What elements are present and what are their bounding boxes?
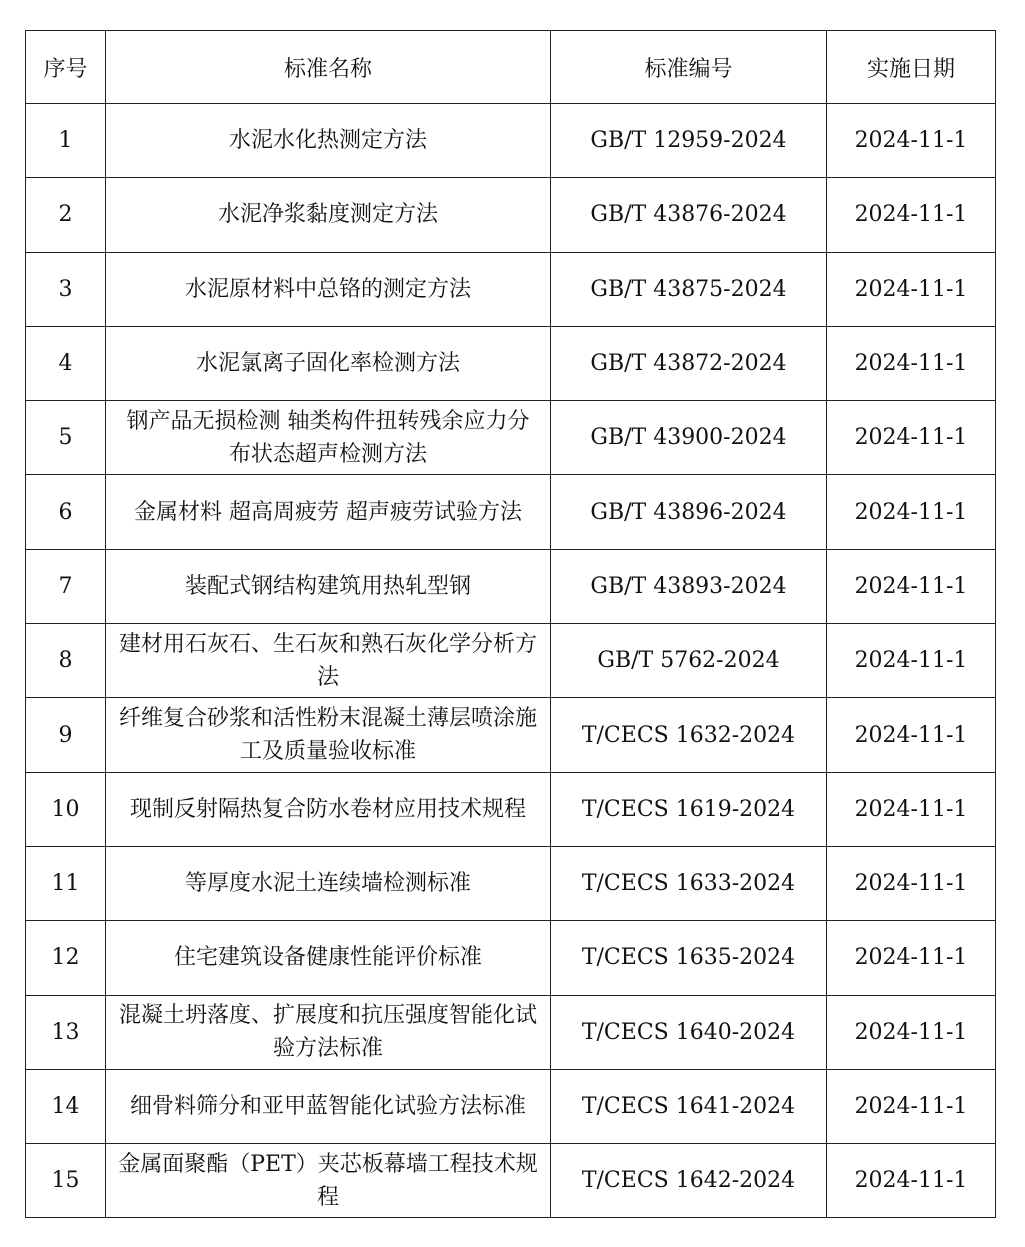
row-number: 9 (26, 698, 106, 772)
standard-name: 细骨料筛分和亚甲蓝智能化试验方法标准 (106, 1069, 551, 1143)
header-row (26, 31, 996, 104)
table-row (26, 252, 996, 326)
implementation-date: 2024-11-1 (827, 772, 996, 846)
row-number: 4 (26, 326, 106, 400)
standard-code: T/CECS 1632-2024 (551, 698, 827, 772)
standard-code: GB/T 43872-2024 (551, 326, 827, 400)
table-body (26, 104, 996, 1218)
standard-code: GB/T 43893-2024 (551, 549, 827, 623)
implementation-date: 2024-11-1 (827, 178, 996, 252)
row-number: 2 (26, 178, 106, 252)
table-row (26, 326, 996, 400)
row-number: 14 (26, 1069, 106, 1143)
standard-name: 等厚度水泥土连续墙检测标准 (106, 846, 551, 920)
row-number: 11 (26, 846, 106, 920)
standard-name: 水泥原材料中总铬的测定方法 (106, 252, 551, 326)
table-row (26, 549, 996, 623)
row-number: 6 (26, 475, 106, 549)
row-number: 8 (26, 624, 106, 698)
row-number: 5 (26, 401, 106, 475)
implementation-date: 2024-11-1 (827, 698, 996, 772)
table-row (26, 1069, 996, 1143)
implementation-date: 2024-11-1 (827, 624, 996, 698)
standard-code: T/CECS 1640-2024 (551, 995, 827, 1069)
table-row (26, 995, 996, 1069)
table-row (26, 846, 996, 920)
implementation-date: 2024-11-1 (827, 846, 996, 920)
standard-name: 住宅建筑设备健康性能评价标准 (106, 921, 551, 995)
implementation-date: 2024-11-1 (827, 1069, 996, 1143)
implementation-date: 2024-11-1 (827, 921, 996, 995)
implementation-date: 2024-11-1 (827, 252, 996, 326)
implementation-date: 2024-11-1 (827, 326, 996, 400)
standard-code: T/CECS 1619-2024 (551, 772, 827, 846)
standard-name: 现制反射隔热复合防水卷材应用技术规程 (106, 772, 551, 846)
table-row (26, 772, 996, 846)
standard-name: 建材用石灰石、生石灰和熟石灰化学分析方法 (106, 624, 551, 698)
standard-code: GB/T 43900-2024 (551, 401, 827, 475)
standard-code: T/CECS 1635-2024 (551, 921, 827, 995)
standard-code: GB/T 5762-2024 (551, 624, 827, 698)
standard-name: 纤维复合砂浆和活性粉末混凝土薄层喷涂施工及质量验收标准 (106, 698, 551, 772)
implementation-date: 2024-11-1 (827, 1144, 996, 1218)
table-row (26, 921, 996, 995)
table-row (26, 401, 996, 475)
implementation-date: 2024-11-1 (827, 401, 996, 475)
header-code: 标准编号 (551, 31, 827, 104)
standard-code: T/CECS 1642-2024 (551, 1144, 827, 1218)
implementation-date: 2024-11-1 (827, 549, 996, 623)
standard-name: 混凝土坍落度、扩展度和抗压强度智能化试验方法标准 (106, 995, 551, 1069)
table-row (26, 1144, 996, 1218)
standard-name: 金属材料 超高周疲劳 超声疲劳试验方法 (106, 475, 551, 549)
header-name: 标准名称 (106, 31, 551, 104)
standard-code: GB/T 43875-2024 (551, 252, 827, 326)
standard-name: 水泥净浆黏度测定方法 (106, 178, 551, 252)
row-number: 10 (26, 772, 106, 846)
table-row (26, 104, 996, 178)
standard-name: 钢产品无损检测 轴类构件扭转残余应力分布状态超声检测方法 (106, 401, 551, 475)
standard-code: T/CECS 1633-2024 (551, 846, 827, 920)
header-no: 序号 (26, 31, 106, 104)
row-number: 3 (26, 252, 106, 326)
standard-code: T/CECS 1641-2024 (551, 1069, 827, 1143)
standard-name: 金属面聚酯（PET）夹芯板幕墙工程技术规程 (106, 1144, 551, 1218)
standard-name: 水泥水化热测定方法 (106, 104, 551, 178)
table-row (26, 698, 996, 772)
implementation-date: 2024-11-1 (827, 475, 996, 549)
table-row (26, 178, 996, 252)
header-date: 实施日期 (827, 31, 996, 104)
standard-name: 水泥氯离子固化率检测方法 (106, 326, 551, 400)
standards-table (25, 30, 996, 1218)
implementation-date: 2024-11-1 (827, 995, 996, 1069)
row-number: 1 (26, 104, 106, 178)
table-row (26, 624, 996, 698)
standard-code: GB/T 43896-2024 (551, 475, 827, 549)
implementation-date: 2024-11-1 (827, 104, 996, 178)
row-number: 7 (26, 549, 106, 623)
standard-name: 装配式钢结构建筑用热轧型钢 (106, 549, 551, 623)
row-number: 15 (26, 1144, 106, 1218)
row-number: 13 (26, 995, 106, 1069)
table-row (26, 475, 996, 549)
standard-code: GB/T 43876-2024 (551, 178, 827, 252)
standard-code: GB/T 12959-2024 (551, 104, 827, 178)
row-number: 12 (26, 921, 106, 995)
table-header (26, 31, 996, 104)
